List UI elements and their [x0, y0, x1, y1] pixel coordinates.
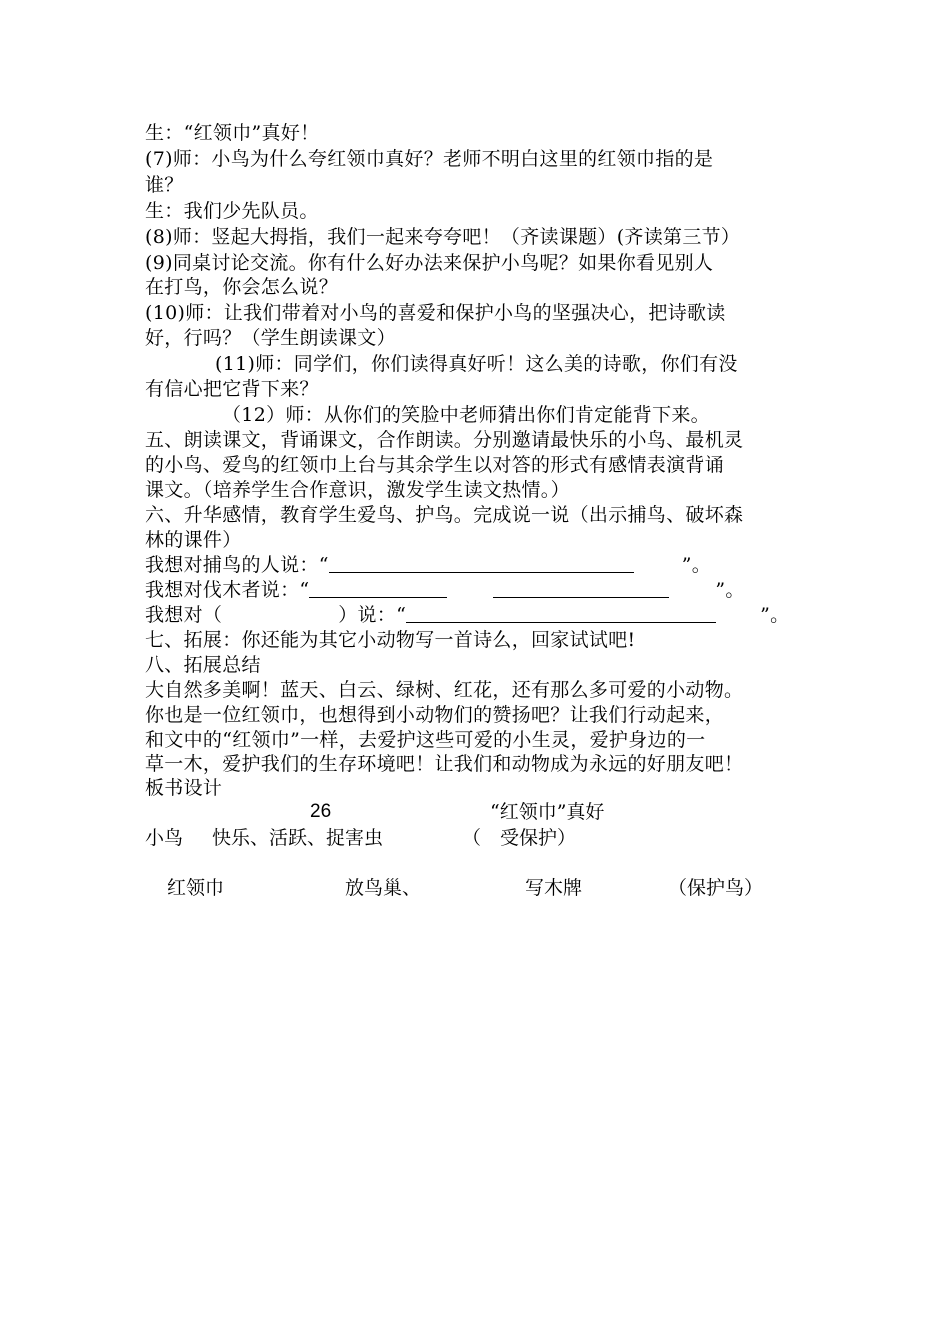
board-action-nest: 放鸟巢、 — [345, 877, 422, 899]
text-line: 有信心把它背下来？ — [145, 378, 319, 400]
text-line: (11)师：同学们，你们读得真好听！这么美的诗歌，你们有没 — [215, 353, 738, 375]
board-scarf-result: （保护鸟） — [668, 877, 764, 899]
text-line: 大自然多美啊！蓝天、白云、绿树、红花，还有那么多可爱的小动物。 — [145, 679, 744, 701]
text-line: 的小鸟、爱鸟的红领巾上台与其余学生以对答的形式有感情表演背诵 — [145, 454, 725, 476]
fill-in-prefix: 我想对捕鸟的人说：“ — [145, 554, 329, 576]
board-bird-traits: 快乐、活跃、捉害虫 — [212, 827, 384, 849]
text-line: 七、拓展：你还能为其它小动物写一首诗么，回家试试吧! — [145, 629, 636, 651]
text-line: 六、升华感情，教育学生爱鸟、护鸟。完成说一说（出示捕鸟、破坏森 — [145, 504, 744, 526]
text-line: 生：“红领巾”真好！ — [145, 122, 320, 144]
fill-in-suffix: ”。 — [681, 554, 712, 576]
text-line: 生：我们少先队员。 — [145, 200, 319, 222]
board-scarf: 红领巾 — [167, 877, 225, 899]
text-line: 五、朗读课文，背诵课文，合作朗读。分别邀请最快乐的小鸟、最机灵 — [145, 429, 744, 451]
fill-in-mid: ）说：“ — [338, 604, 407, 626]
text-line: 八、拓展总结 — [145, 654, 261, 676]
text-line: (9)同桌讨论交流。你有什么好办法来保护小鸟呢？如果你看见别人 — [145, 252, 714, 274]
board-bird-result: （ 受保护） — [462, 827, 577, 849]
board-action-sign: 写木牌 — [525, 877, 583, 899]
fill-in-line — [145, 603, 789, 627]
text-line: 板书设计 — [145, 777, 223, 799]
text-line: 在打鸟，你会怎么说？ — [145, 276, 339, 298]
text-line: 和文中的“红领巾”一样，去爱护这些可爱的小生灵，爱护身边的一 — [145, 729, 706, 751]
text-line: 你也是一位红领巾，也想得到小动物们的赞扬吧？让我们行动起来， — [145, 704, 725, 726]
fill-in-line — [145, 553, 711, 577]
text-line: (10)师：让我们带着对小鸟的喜爱和保护小鸟的坚强决心，把诗歌读 — [145, 302, 726, 324]
text-line: 好，行吗？（学生朗读课文） — [145, 327, 396, 349]
fill-in-line — [145, 578, 745, 602]
text-line: 课文。（培养学生合作意识，激发学生读文热情。） — [145, 479, 570, 501]
lesson-number: 26 — [310, 801, 332, 822]
blank-line — [329, 559, 634, 573]
board-bird: 小鸟 — [145, 827, 184, 849]
text-line: 谁？ — [145, 174, 184, 196]
blank-line — [406, 609, 716, 623]
text-line: 草一木，爱护我们的生存环境吧！让我们和动物成为永远的好朋友吧！ — [145, 753, 744, 775]
blank-line — [309, 584, 447, 598]
text-line: (8)师：竖起大拇指，我们一起来夸夸吧！（齐读课题）(齐读第三节） — [145, 226, 741, 248]
fill-in-prefix: 我想对（ — [145, 604, 223, 626]
blank-line — [493, 584, 669, 598]
fill-in-prefix: 我想对伐木者说：“ — [145, 579, 310, 601]
text-line: 林的课件） — [145, 529, 242, 551]
fill-in-suffix: ”。 — [715, 579, 745, 601]
text-line: （12）师：从你们的笑脸中老师猜出你们肯定能背下来。 — [222, 404, 710, 426]
fill-in-suffix: ”。 — [760, 604, 790, 626]
text-line: (7)师：小鸟为什么夸红领巾真好？老师不明白这里的红领巾指的是 — [145, 148, 714, 170]
board-title: “红领巾”真好 — [490, 801, 605, 823]
